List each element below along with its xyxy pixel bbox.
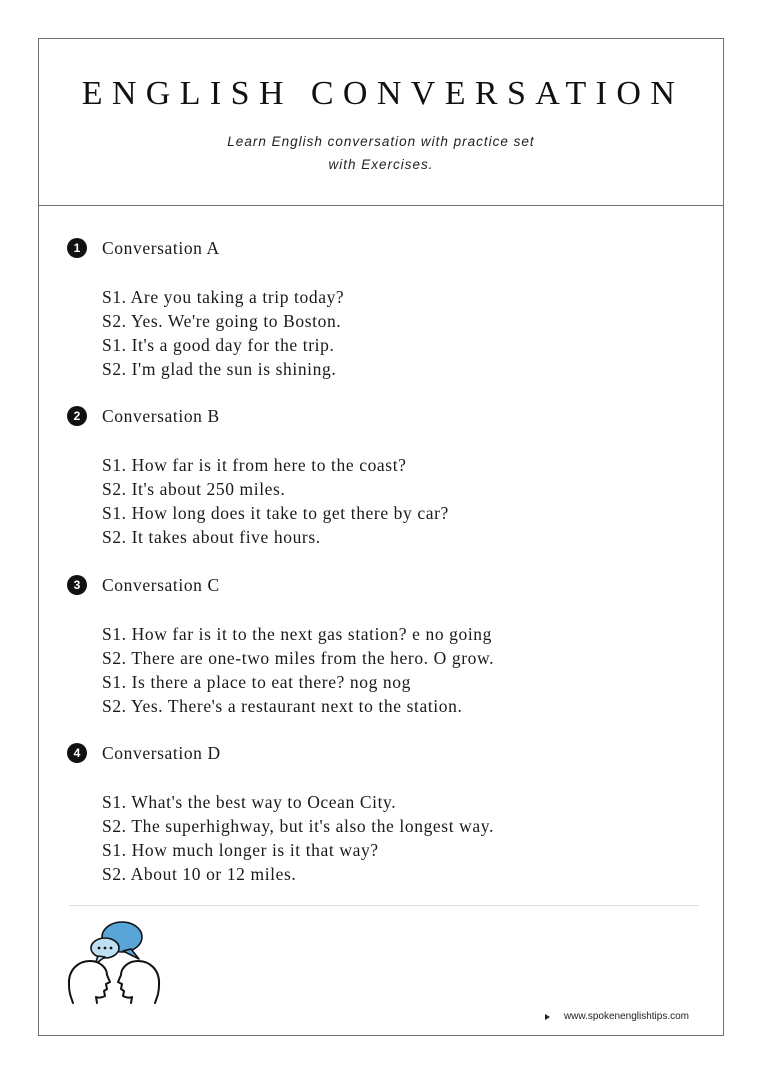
dialogue-line: S2. Yes. We're going to Boston.: [102, 311, 342, 331]
dialogue-line: S1. What's the best way to Ocean City.: [102, 792, 397, 812]
document-frame: [38, 38, 724, 1036]
footer: [545, 1011, 689, 1022]
conversation-heads-icon: [65, 919, 163, 1007]
section-heading: [67, 742, 707, 764]
section-heading: [67, 237, 707, 259]
dialogue-list: [102, 453, 707, 549]
dialogue-line: S1. How far is it to the next gas station? e no going: [102, 624, 493, 644]
footer-divider: [69, 905, 699, 906]
section-heading: [67, 405, 707, 427]
dialogue-line: S2. It takes about five hours.: [102, 527, 321, 547]
conversation-section-b: [67, 405, 707, 549]
header: [39, 39, 723, 206]
dialogue-line: S2. About 10 or 12 miles.: [102, 864, 297, 884]
dialogue-line: S2. Yes. There's a restaurant next to the station.: [102, 696, 463, 716]
conversation-section-d: [67, 742, 707, 886]
website-link[interactable]: www.spokenenglishtips.com: [563, 1011, 689, 1022]
dialogue-line: S1. It's a good day for the trip.: [102, 335, 335, 355]
section-heading: [67, 574, 707, 596]
dialogue-list: [102, 790, 707, 886]
dialogue-line: S1. Are you taking a trip today?: [102, 287, 345, 307]
dialogue-list: [102, 622, 707, 718]
section-title: Conversation A: [102, 237, 220, 258]
number-badge: 4: [67, 743, 87, 763]
dialogue-line: S2. The superhighway, but it's also the longest way.: [102, 816, 494, 836]
dialogue-line: S2. There are one-two miles from the hero. O grow.: [102, 648, 495, 668]
dialogue-line: S2. It's about 250 miles.: [102, 479, 286, 499]
dialogue-line: S1. How long does it take to get there by car?: [102, 503, 449, 523]
section-title: Conversation D: [102, 742, 221, 763]
dialogue-line: S1. How far is it from here to the coast?: [102, 455, 407, 475]
conversation-section-c: [67, 574, 707, 718]
subtitle-line-2: with Exercises.: [328, 157, 434, 172]
number-badge: 2: [67, 406, 87, 426]
dialogue-list: [102, 285, 707, 381]
number-badge: 3: [67, 575, 87, 595]
page-title: ENGLISH CONVERSATION: [81, 75, 685, 112]
number-badge: 1: [67, 238, 87, 258]
section-title: Conversation B: [102, 405, 220, 426]
dialogue-line: S1. Is there a place to eat there? nog nog: [102, 672, 411, 692]
dialogue-line: S2. I'm glad the sun is shining.: [102, 359, 337, 379]
play-arrow-icon: [545, 1014, 550, 1020]
page-subtitle: [39, 130, 723, 176]
dialogue-line: S1. How much longer is it that way?: [102, 840, 379, 860]
conversation-section-a: [67, 237, 707, 381]
subtitle-line-1: Learn English conversation with practice set: [227, 134, 535, 149]
section-title: Conversation C: [102, 574, 220, 595]
